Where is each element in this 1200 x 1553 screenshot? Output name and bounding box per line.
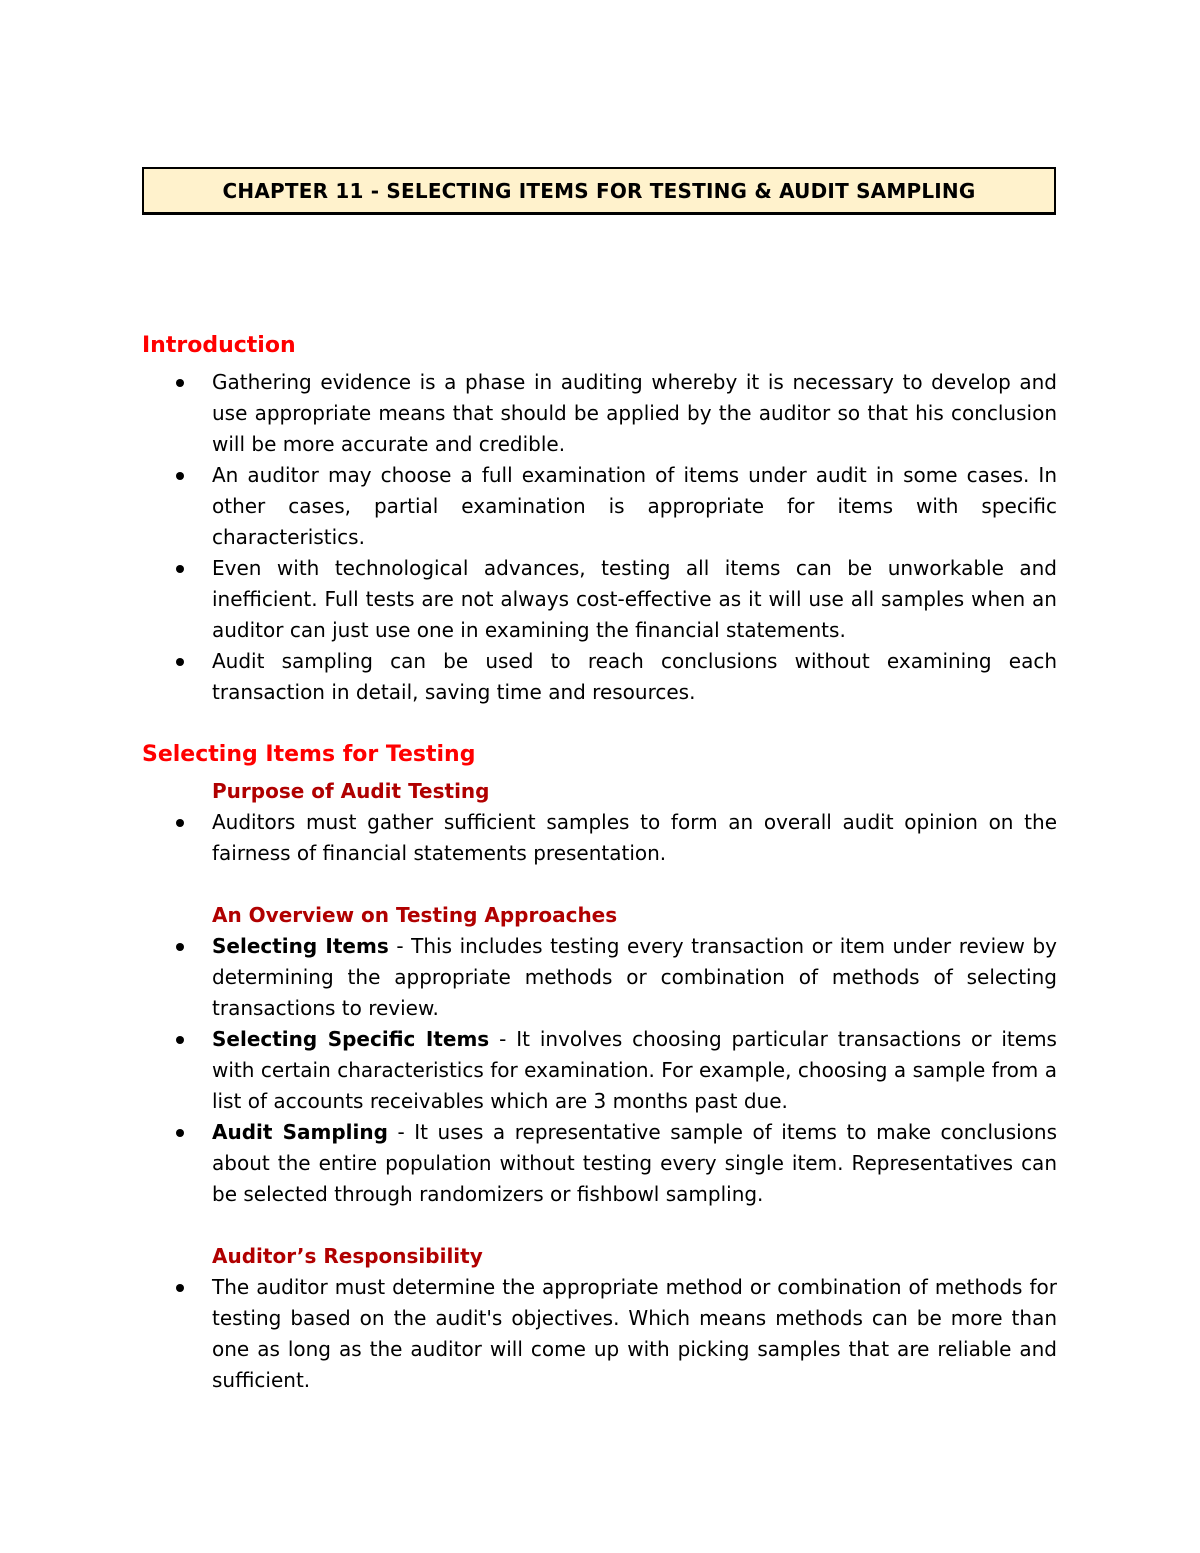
list-item [0,1272,1057,1396]
introduction-bullet-list [0,367,1200,708]
list-item [0,646,1057,708]
chapter-title-box [142,167,1056,215]
term-description: - It involves choosing particular transactions or items with certain characteristics for examination. For example, choosing a sample from a list of accounts receivables which are 3 months past due. [212,1027,1057,1113]
list-item [0,460,1057,553]
list-item-text: Auditors must gather sufficient samples to form an overall audit opinion on the fairness of financial statements presentation. [212,810,1057,865]
bullet-icon [176,1036,184,1044]
list-item [0,807,1057,869]
chapter-title: CHAPTER 11 - SELECTING ITEMS FOR TESTING & AUDIT SAMPLING [222,178,976,203]
list-item-text: Gathering evidence is a phase in auditing whereby it is necessary to develop and use appropriate means that should be applied by the auditor so that his conclusion will be more accurate and credible. [212,370,1057,456]
list-item [0,931,1057,1024]
purpose-heading: Purpose of Audit Testing [212,779,490,803]
term-label: Selecting Items [212,934,389,958]
term-label: Selecting Specific Items [212,1027,490,1051]
overview-heading: An Overview on Testing Approaches [212,903,618,927]
introduction-heading: Introduction [142,333,296,358]
bullet-icon [176,658,184,666]
list-item-text: The auditor must determine the appropriate method or combination of methods for testing based on the audit's objectives. Which means methods can be more than one as long as the auditor will come up with picking samples that are reliable and sufficient. [212,1275,1057,1392]
bullet-icon [176,943,184,951]
responsibility-bullet-list [0,1272,1200,1396]
bullet-icon [176,472,184,480]
term-description: - This includes testing every transaction or item under review by determining the appropriate methods or combination of methods of selecting transactions to review. [212,934,1057,1020]
term-description: - It uses a representative sample of items to make conclusions about the entire population without testing every single item. Representatives can be selected through randomizers or fishbowl sampling. [212,1120,1058,1206]
bullet-icon [176,819,184,827]
purpose-bullet-list [0,807,1200,869]
bullet-icon [176,1284,184,1292]
list-item [0,1024,1057,1117]
bullet-icon [176,565,184,573]
list-item-text: Audit sampling can be used to reach conclusions without examining each transaction in detail, saving time and resources. [212,649,1057,704]
bullet-icon [176,379,184,387]
selecting-items-heading: Selecting Items for Testing [142,742,476,767]
term-label: Audit Sampling [212,1120,388,1144]
overview-bullet-list [0,931,1200,1210]
list-item-text: An auditor may choose a full examination of items under audit in some cases. In other cases, partial examination is appropriate for items with specific characteristics. [212,463,1057,549]
bullet-icon [176,1129,184,1137]
list-item [0,553,1057,646]
list-item-text: Even with technological advances, testing all items can be unworkable and inefficient. Full tests are not always cost-effective as it will use all samples when an auditor can just use one in examining the financial statements. [212,556,1057,642]
list-item [0,367,1057,460]
list-item [0,1117,1057,1210]
responsibility-heading: Auditor’s Responsibility [212,1244,483,1268]
